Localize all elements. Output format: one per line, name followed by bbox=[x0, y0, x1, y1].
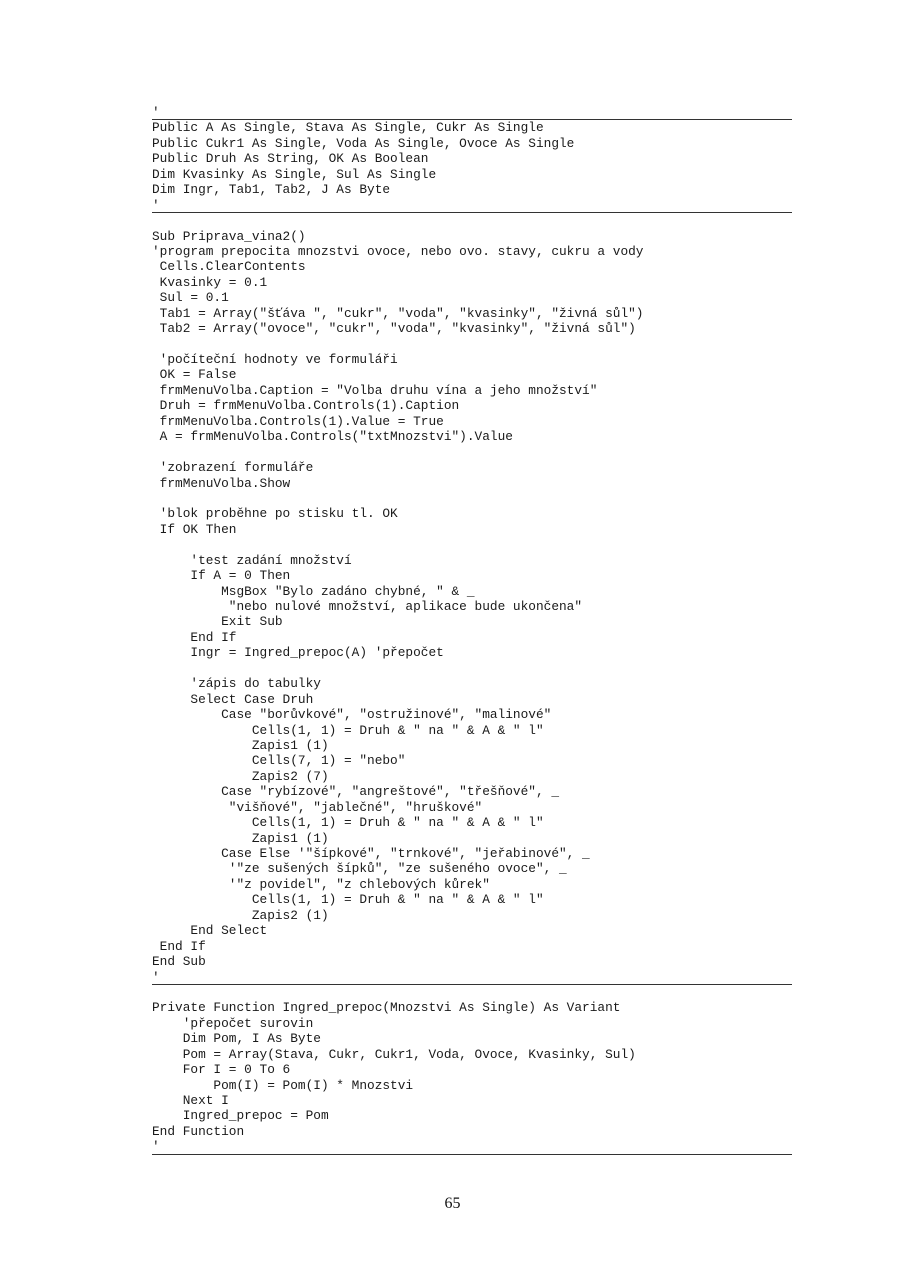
page-number: 65 bbox=[444, 1195, 461, 1212]
code-line: Dim Kvasinky As Single, Sul As Single bbox=[152, 166, 437, 182]
code-line bbox=[152, 985, 792, 1000]
code-line: Dim Ingr, Tab1, Tab2, J As Byte bbox=[152, 182, 391, 198]
code-line: If OK Then bbox=[152, 521, 237, 537]
code-line: '"ze sušených šípků", "ze sušeného ovoce", _ bbox=[152, 861, 567, 877]
code-line: End If bbox=[152, 938, 206, 954]
separator-line: ' bbox=[152, 198, 792, 213]
code-line: For I = 0 To 6 bbox=[152, 1062, 291, 1078]
code-line: Case "borůvkové", "ostružinové", "malinové" bbox=[152, 707, 552, 723]
code-line bbox=[152, 213, 792, 228]
code-line: Cells.ClearContents bbox=[152, 259, 306, 275]
code-line: OK = False bbox=[152, 367, 237, 383]
code-line: Cells(1, 1) = Druh & " na " & A & " l" bbox=[152, 815, 544, 831]
code-line: Next I bbox=[152, 1093, 229, 1108]
code-line: frmMenuVolba.Caption = "Volba druhu vína a jeho množství" bbox=[152, 382, 598, 398]
code-line: "nebo nulové množství, aplikace bude ukončena" bbox=[152, 599, 583, 614]
code-line: Zapis2 (1) bbox=[152, 907, 329, 923]
code-line: If A = 0 Then bbox=[152, 568, 291, 584]
code-line: Case "rybízové", "angreštové", "třešňové", _ bbox=[152, 784, 560, 800]
code-line: Private Function Ingred_prepoc(Mnozstvi As Single) As Variant bbox=[152, 1000, 621, 1016]
code-line: Zapis1 (1) bbox=[152, 737, 329, 753]
code-line: Zapis1 (1) bbox=[152, 830, 329, 846]
code-line: Public Cukr1 As Single, Voda As Single, Ovoce As Single bbox=[152, 135, 575, 151]
code-line bbox=[152, 661, 792, 676]
code-line: Zapis2 (7) bbox=[152, 768, 329, 784]
code-line: Cells(1, 1) = Druh & " na " & A & " l" bbox=[152, 722, 544, 738]
code-line: Ingr = Ingred_prepoc(A) 'přepočet bbox=[152, 645, 444, 661]
code-line: 'přepočet surovin bbox=[152, 1015, 314, 1031]
code-line bbox=[152, 337, 792, 352]
separator-line: ' bbox=[152, 970, 792, 985]
separator-line: ' bbox=[152, 105, 792, 120]
code-line: Druh = frmMenuVolba.Controls(1).Caption bbox=[152, 398, 460, 414]
code-line: End Function bbox=[152, 1123, 245, 1139]
code-line: End If bbox=[152, 629, 237, 645]
code-line: 'zápis do tabulky bbox=[152, 676, 321, 692]
code-line: Dim Pom, I As Byte bbox=[152, 1031, 321, 1047]
code-line: Pom(I) = Pom(I) * Mnozstvi bbox=[152, 1077, 414, 1093]
code-line: A = frmMenuVolba.Controls("txtMnozstvi").Value bbox=[152, 429, 513, 445]
code-line: MsgBox "Bylo zadáno chybné, " & _ bbox=[152, 583, 475, 599]
code-line: Public A As Single, Stava As Single, Cukr As Single bbox=[152, 120, 544, 136]
code-line: 'program prepocita mnozstvi ovoce, nebo ovo. stavy, cukru a vody bbox=[152, 243, 644, 259]
code-line bbox=[152, 491, 792, 506]
code-line: End Select bbox=[152, 923, 268, 939]
code-line: 'test zadání množství bbox=[152, 552, 352, 568]
code-line: Exit Sub bbox=[152, 614, 283, 630]
code-line: "višňové", "jablečné", "hruškové" bbox=[152, 799, 483, 815]
code-line: 'počíteční hodnoty ve formuláři bbox=[152, 352, 398, 367]
code-line: 'blok proběhne po stisku tl. OK bbox=[152, 506, 398, 522]
code-line: Public Druh As String, OK As Boolean bbox=[152, 151, 429, 167]
code-line: Pom = Array(Stava, Cukr, Cukr1, Voda, Ovoce, Kvasinky, Sul) bbox=[152, 1046, 636, 1062]
code-line: Select Case Druh bbox=[152, 691, 314, 707]
code-line: Tab2 = Array("ovoce", "cukr", "voda", "kvasinky", "živná sůl") bbox=[152, 321, 636, 337]
code-line: frmMenuVolba.Show bbox=[152, 475, 291, 491]
code-line: Tab1 = Array("šťáva ", "cukr", "voda", "kvasinky", "živná sůl") bbox=[152, 305, 644, 321]
code-line: Case Else '"šípkové", "trnkové", "jeřabinové", _ bbox=[152, 846, 590, 861]
code-line: End Sub bbox=[152, 954, 206, 970]
code-line bbox=[152, 445, 792, 460]
code-line: Kvasinky = 0.1 bbox=[152, 274, 268, 290]
code-line bbox=[152, 537, 792, 552]
code-line: Sul = 0.1 bbox=[152, 290, 229, 306]
code-line: '"z povidel", "z chlebových kůrek" bbox=[152, 876, 490, 892]
code-line: Cells(7, 1) = "nebo" bbox=[152, 753, 406, 769]
separator-line: ' bbox=[152, 1139, 792, 1154]
code-line: Cells(1, 1) = Druh & " na " & A & " l" bbox=[152, 892, 544, 908]
code-line: frmMenuVolba.Controls(1).Value = True bbox=[152, 413, 444, 429]
code-listing bbox=[152, 105, 792, 1155]
code-line: Sub Priprava_vina2() bbox=[152, 228, 306, 244]
code-line: 'zobrazení formuláře bbox=[152, 460, 314, 476]
code-line: Ingred_prepoc = Pom bbox=[152, 1108, 329, 1124]
